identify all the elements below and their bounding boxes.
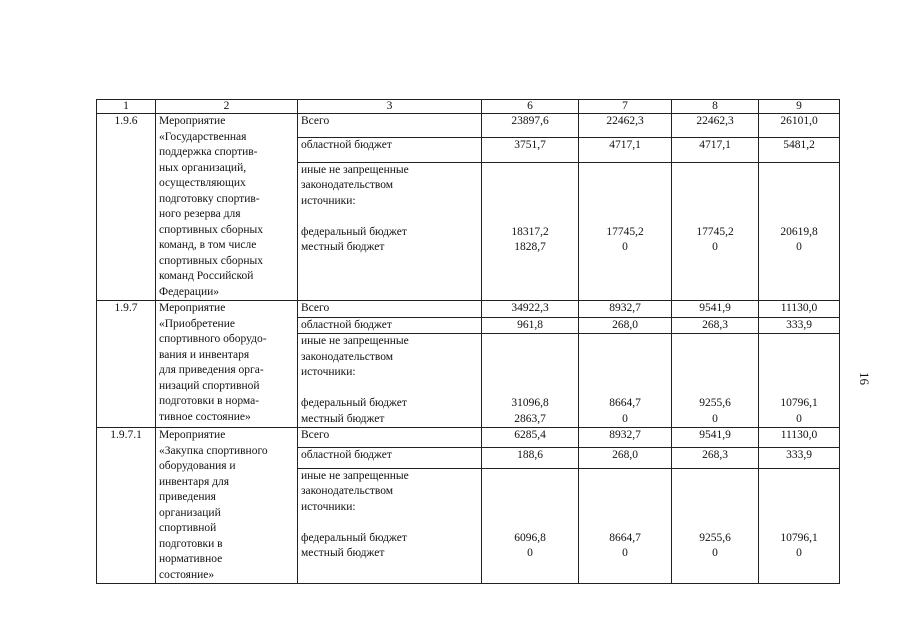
total-value: 9541,9 [672, 428, 759, 448]
other-value: 17745,2 0 [606, 225, 644, 254]
other-sources-label: иные не запрещенные законодательством источники: [301, 163, 409, 207]
regional-value: 268,0 [579, 317, 672, 334]
row-id: 1.9.7.1 [97, 428, 156, 584]
row-description: Мероприятие «Приобретение спортивного оборудо- вания и инвентаря для приведения орга- низаций спортивной подготовки в норма- тивное состояние» [156, 301, 298, 428]
table-row [97, 114, 840, 138]
total-value: 8932,7 [579, 428, 672, 448]
other-sources-values [482, 334, 579, 428]
total-value: 22462,3 [579, 114, 672, 138]
column-header: 2 [156, 100, 298, 114]
other-sources-values [759, 334, 840, 428]
total-value: 6285,4 [482, 428, 579, 448]
column-header: 8 [672, 100, 759, 114]
funding-source-label: Всего [298, 301, 482, 318]
other-sources-values [579, 162, 672, 300]
local-budget-label: местный бюджет [301, 241, 385, 254]
other-sources-values [482, 468, 579, 583]
federal-budget-label: федеральный бюджет [301, 225, 407, 238]
row-id: 1.9.7 [97, 301, 156, 428]
other-sources-cell [298, 162, 482, 300]
regional-value: 4717,1 [672, 138, 759, 162]
other-sources-values [672, 334, 759, 428]
regional-value: 268,3 [672, 448, 759, 468]
other-sources-cell [298, 468, 482, 583]
other-value: 8664,7 0 [609, 531, 641, 560]
total-value: 26101,0 [759, 114, 840, 138]
total-value: 9541,9 [672, 301, 759, 318]
other-value: 9255,6 0 [699, 397, 731, 425]
other-value: 18317,2 1828,7 [511, 225, 549, 254]
other-value: 31096,8 2863,7 [511, 397, 549, 425]
row-description: Мероприятие «Закупка спортивного оборудования и инвентаря для приведения организаций спортивной подготовки в нормативное состояние» [156, 428, 298, 584]
other-sources-values [482, 162, 579, 300]
total-value: 23897,6 [482, 114, 579, 138]
column-header: 7 [579, 100, 672, 114]
column-header: 9 [759, 100, 840, 114]
total-value: 34922,3 [482, 301, 579, 318]
federal-budget-label: федеральный бюджет [301, 531, 407, 544]
other-sources-values [579, 468, 672, 583]
budget-table [96, 99, 840, 584]
local-budget-label: местный бюджет [301, 547, 385, 560]
regional-value: 333,9 [759, 448, 840, 468]
other-sources-values [759, 162, 840, 300]
column-header: 1 [97, 100, 156, 114]
other-sources-label: иные не запрещенные законодательством источники: [301, 469, 409, 513]
other-value: 17745,2 0 [696, 225, 734, 254]
total-value: 11130,0 [759, 301, 840, 318]
regional-value: 4717,1 [579, 138, 672, 162]
table-row [97, 428, 840, 448]
other-value: 8664,7 0 [609, 397, 641, 425]
table-row [97, 301, 840, 318]
federal-budget-label: федеральный бюджет [301, 397, 407, 409]
other-value: 10796,1 0 [780, 397, 818, 425]
page-number: 16 [857, 372, 872, 385]
regional-value: 268,0 [579, 448, 672, 468]
regional-value: 333,9 [759, 317, 840, 334]
other-sources-values [579, 334, 672, 428]
local-budget-label: местный бюджет [301, 412, 385, 425]
funding-source-label: Всего [298, 428, 482, 448]
row-description: Мероприятие «Государственная поддержка спортив- ных организаций, осуществляющих подготовку спортив- ного резерва для спортивных сборных команд, в том числе спортивных сборных команд Российской Федерации» [156, 114, 298, 301]
column-header: 6 [482, 100, 579, 114]
regional-value: 3751,7 [482, 138, 579, 162]
row-id: 1.9.6 [97, 114, 156, 301]
total-value: 22462,3 [672, 114, 759, 138]
other-sources-values [672, 162, 759, 300]
regional-value: 5481,2 [759, 138, 840, 162]
funding-source-label: областной бюджет [298, 138, 482, 162]
other-value: 20619,8 0 [780, 225, 818, 254]
other-sources-values [672, 468, 759, 583]
column-header: 3 [298, 100, 482, 114]
column-number-header [97, 100, 840, 114]
other-sources-label: иные не запрещенные законодательством источники: [301, 335, 409, 378]
total-value: 8932,7 [579, 301, 672, 318]
funding-source-label: областной бюджет [298, 448, 482, 468]
other-value: 9255,6 0 [699, 531, 731, 560]
funding-source-label: Всего [298, 114, 482, 138]
regional-value: 188,6 [482, 448, 579, 468]
regional-value: 961,8 [482, 317, 579, 334]
other-value: 6096,8 0 [514, 531, 546, 560]
total-value: 11130,0 [759, 428, 840, 448]
other-sources-cell [298, 334, 482, 428]
other-sources-values [759, 468, 840, 583]
other-value: 10796,1 0 [780, 531, 818, 560]
regional-value: 268,3 [672, 317, 759, 334]
funding-source-label: областной бюджет [298, 317, 482, 334]
